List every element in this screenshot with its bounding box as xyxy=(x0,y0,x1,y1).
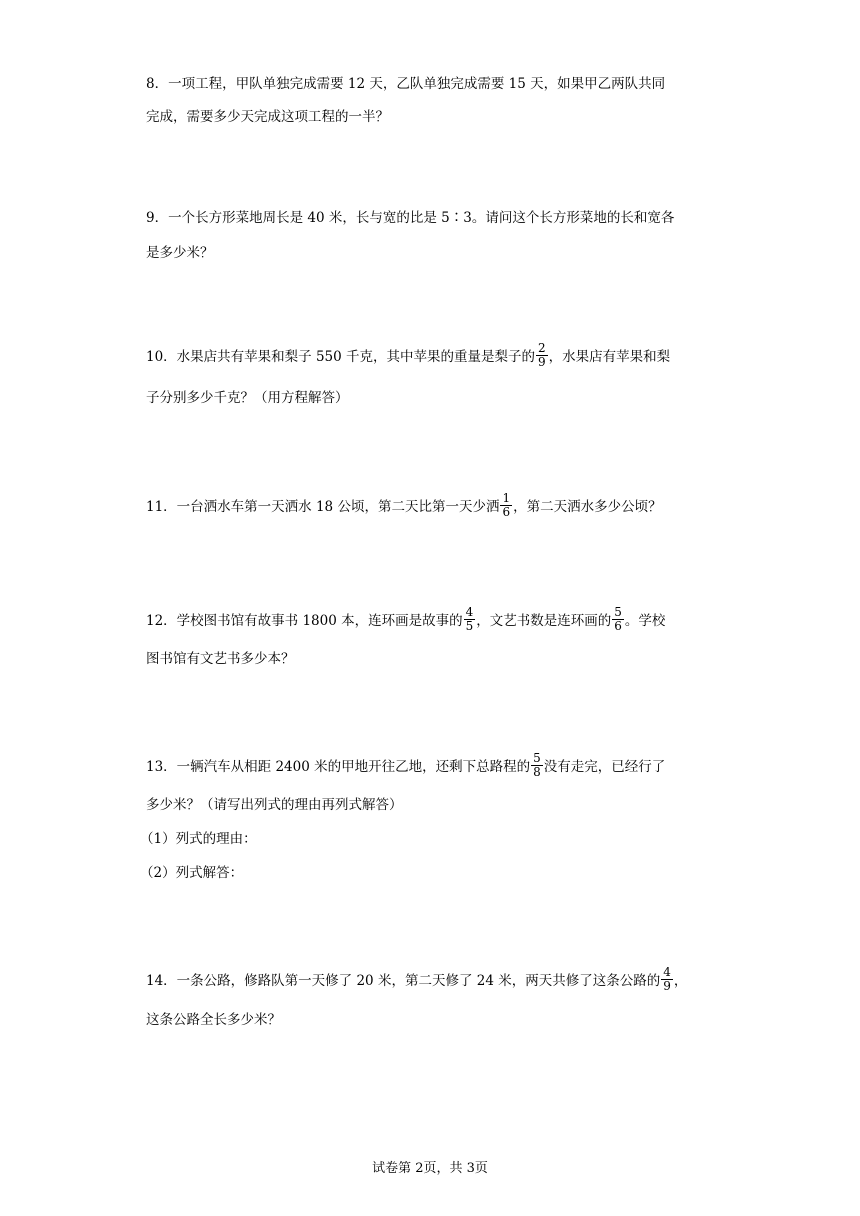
question-13-sub-1: （1）列式的理由： xyxy=(140,831,257,847)
fraction-numerator: 4 xyxy=(663,965,671,979)
question-12-line-2: 图书馆有文艺书多少本？ xyxy=(146,651,295,667)
question-11-line-1 xyxy=(146,491,662,521)
question-13-sub-2: （2）列式解答： xyxy=(140,865,244,881)
page-footer: 试卷第 2页，共 3页 xyxy=(372,1161,488,1176)
fraction-numerator: 5 xyxy=(614,605,622,619)
fraction xyxy=(661,966,673,993)
question-8-line-1: 8．一项工程，甲队单独完成需要 12 天，乙队单独完成需要 15 天，如果甲乙两队共同 xyxy=(146,76,666,92)
question-13-line-2: 多少米？（请写出列式的理由再列式解答） xyxy=(146,797,403,813)
question-13-line-1 xyxy=(146,751,666,781)
question-13-text-b: 没有走完，已经行了 xyxy=(543,759,666,775)
question-10-line-1 xyxy=(146,341,671,371)
question-10-line-2: 子分别多少千克？（用方程解答） xyxy=(146,390,349,406)
question-14-text-a: 14．一条公路，修路队第一天修了 20 米，第二天修了 24 米，两天共修了这条公路的 xyxy=(146,973,661,989)
question-12-text-a: 12．学校图书馆有故事书 1800 本，连环画是故事的 xyxy=(146,613,463,629)
question-8-line-2: 完成，需要多少天完成这项工程的一半？ xyxy=(146,109,389,125)
fraction-denominator: 9 xyxy=(663,979,671,993)
fraction-numerator: 1 xyxy=(502,491,511,505)
fraction xyxy=(500,492,512,519)
question-10-text-a: 10．水果店共有苹果和梨子 550 千克，其中苹果的重量是梨子的 xyxy=(146,349,536,365)
fraction-denominator: 6 xyxy=(614,619,622,633)
question-14-text-b: ， xyxy=(673,973,688,989)
fraction-denominator: 6 xyxy=(502,505,511,519)
question-10-text-b: ，水果店有苹果和梨 xyxy=(548,349,671,365)
fraction-denominator: 5 xyxy=(465,619,474,633)
question-12-text-c: 。学校 xyxy=(624,613,666,629)
question-9-line-1: 9．一个长方形菜地周长是 40 米，长与宽的比是 5∶3。请问这个长方形菜地的长和宽各 xyxy=(146,210,675,226)
question-14-line-2: 这条公路全长多少米？ xyxy=(146,1012,281,1028)
question-12-text-b: ，文艺书数是连环画的 xyxy=(476,613,612,629)
fraction xyxy=(612,606,624,633)
fraction-numerator: 4 xyxy=(465,605,474,619)
question-11-text-a: 11．一台洒水车第一天洒水 18 公顷，第二天比第一天少洒 xyxy=(146,499,500,515)
question-13-text-a: 13．一辆汽车从相距 2400 米的甲地开往乙地，还剩下总路程的 xyxy=(146,759,531,775)
fraction-denominator: 9 xyxy=(538,355,546,369)
question-11-text-b: ，第二天洒水多少公顷？ xyxy=(513,499,662,515)
fraction-numerator: 2 xyxy=(538,341,546,355)
question-9-line-2: 是多少米？ xyxy=(146,245,214,261)
question-14-line-1 xyxy=(146,965,688,995)
fraction xyxy=(536,342,548,369)
question-12-line-1 xyxy=(146,605,666,635)
fraction-numerator: 5 xyxy=(533,751,541,765)
fraction-denominator: 8 xyxy=(533,765,541,779)
fraction xyxy=(464,606,476,633)
fraction xyxy=(531,752,543,779)
